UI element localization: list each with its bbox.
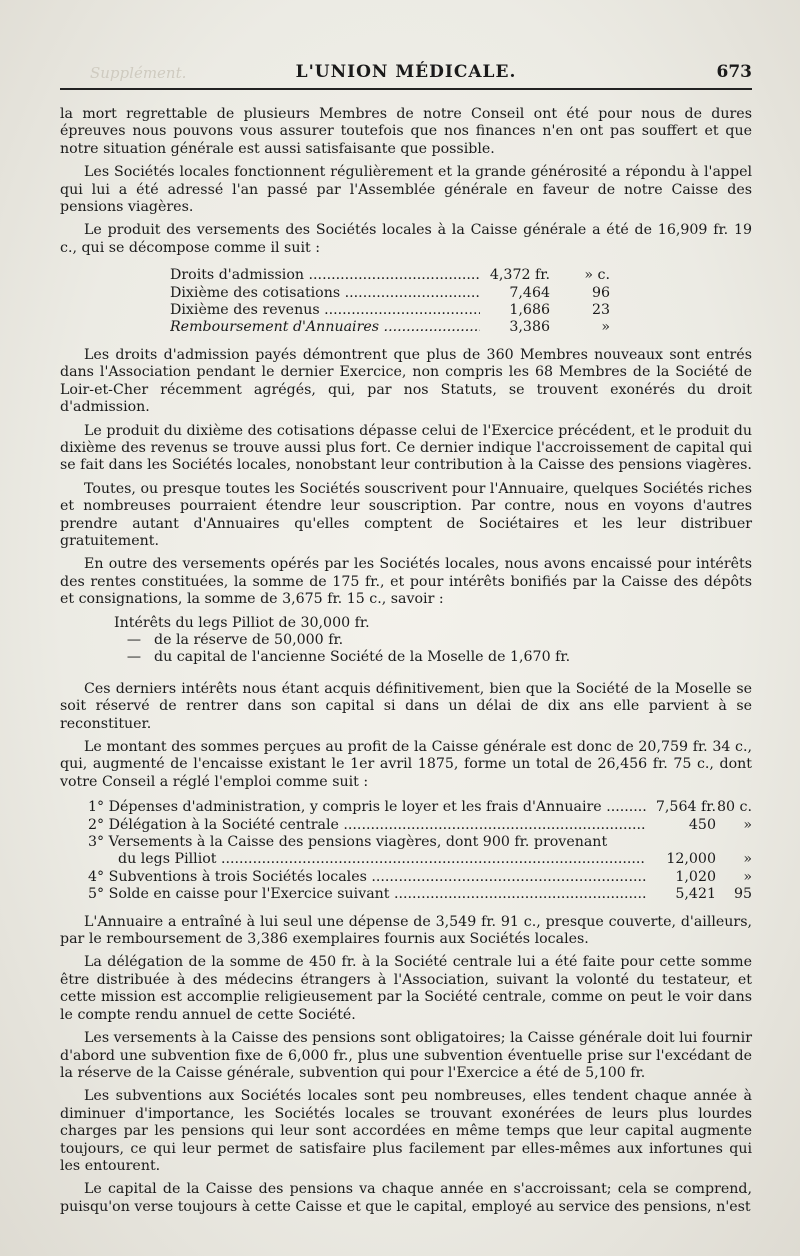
list-item (114, 632, 752, 649)
row-cents: » (743, 816, 752, 833)
row-amount: 3,386 (509, 319, 550, 336)
table-row (170, 302, 700, 319)
paragraph: Le montant des sommes perçues au profit de la Caisse générale est donc de 20,759 fr. 34 c., qui, augmenté de l'encaisse existant le 1er avril 1875, forme un total de 26,456 fr. 75 c., dont votre Conseil a réglé l'emploi comme suit : (60, 739, 752, 790)
interest-text: Intérêts du legs Pilliot de 30,000 fr. (114, 614, 370, 631)
table-row (170, 285, 700, 302)
expenses-table (88, 799, 752, 903)
row-cents: 96 (591, 284, 610, 301)
table-row (170, 319, 700, 336)
ditto-mark: — (126, 649, 142, 666)
interest-text: de la réserve de 50,000 fr. (154, 631, 344, 648)
row-cents: 80 c. (716, 799, 752, 816)
row-amount: 7,564 fr. (655, 799, 716, 816)
paragraph: La délégation de la somme de 450 fr. à la Société centrale lui a été faite pour cette somme être distribuée à des médecins étrangers à l'Association, suivant la volonté du testateur, et cette mission est accomplie religieusement par la Société centrale, comme on peut le voir dans le compte rendu annuel de cette Société. (60, 954, 752, 1023)
interests-list (114, 615, 752, 667)
paragraph: L'Annuaire a entraîné à lui seul une dépense de 3,549 fr. 91 c., presque couverte, d'ailleurs, par le remboursement de 3,386 exemplaires fournis aux Sociétés locales. (60, 913, 752, 948)
paragraph: Les versements à la Caisse des pensions sont obligatoires; la Caisse générale doit lui fournir d'abord une subvention fixe de 6,000 fr., plus une subvention éventuelle prise sur l'excédant de la réserve de la Caisse générale, subvention qui pour l'Exercice a été de 5,100 fr. (60, 1030, 752, 1081)
table-row (88, 851, 752, 868)
contributions-table (170, 267, 700, 337)
row-label: Dixième des cotisations ..... (170, 285, 480, 302)
row-label: 2° Délégation à la Société centrale ..... (88, 817, 646, 834)
interest-text: du capital de l'ancienne Société de la Moselle de 1,670 fr. (154, 649, 571, 666)
row-cents: 23 (591, 302, 610, 319)
table-row (88, 869, 752, 886)
row-cents: » (743, 851, 752, 868)
row-cents (716, 834, 752, 851)
page-number: 673 (716, 62, 752, 82)
row-cents: » (601, 319, 610, 336)
list-item (114, 615, 752, 632)
row-amount: 12,000 (666, 851, 716, 868)
paragraph: Les subventions aux Sociétés locales sont peu nombreuses, elles tendent chaque année à diminuer d'importance, les Sociétés locales se trouvant exonérées de leurs plus lourdes charges par les pensions qui leur sont accordées en même temps que leur capital augmente toujours, ce qui leur permet de satisfaire plus facilement par elles-mêmes aux infortunes qui les entourent. (60, 1088, 752, 1174)
paragraph: En outre des versements opérés par les Sociétés locales, nous avons encaissé pour intérêts des rentes constituées, la somme de 175 fr., et pour intérêts bonifiés par la Caisse des dépôts et consignations, la somme de 3,675 fr. 15 c., savoir : (60, 556, 752, 608)
table-row (170, 267, 700, 284)
row-amount: 1,020 (675, 868, 716, 885)
row-label: du legs Pilliot ..... (88, 851, 646, 868)
paragraph: Ces derniers intérêts nous étant acquis définitivement, bien que la Société de la Moselle se soit réservé de rentrer dans son capital si dans un délai de dix ans elle parvient à se reconstituer. (60, 680, 752, 732)
row-cents: 95 (733, 886, 752, 903)
row-label: 3° Versements à la Caisse des pensions viagères, dont 900 fr. provenant (88, 834, 608, 851)
paragraph: Les droits d'admission payés démontrent que plus de 360 Membres nouveaux sont entrés dans l'Association pendant le dernier Exercice, non compris les 68 Membres de la Société de Loir-et-Cher récemment agrégés, qui, par nos Statuts, se trouvent exonérés du droit d'admission. (60, 346, 752, 416)
row-label: 4° Subventions à trois Sociétés locales ..... (88, 869, 646, 886)
row-amount: 1,686 (509, 302, 550, 319)
row-amount: 5,421 (675, 886, 716, 903)
row-amount: 450 (688, 816, 716, 833)
row-label: 5° Solde en caisse pour l'Exercice suivant ..... (88, 886, 646, 903)
paragraph: Le capital de la Caisse des pensions va chaque année en s'accroissant; cela se comprend, puisqu'on verse toujours à cette Caisse et que le capital, employé au service des pensions, n'est (60, 1181, 752, 1215)
list-item (114, 649, 752, 666)
row-amount: 7,464 (509, 284, 550, 301)
paragraph: Le produit des versements des Sociétés locales à la Caisse générale a été de 16,909 fr. 19 c., qui se décompose comme il suit : (60, 222, 752, 256)
journal-title: L'UNION MÉDICALE. (295, 62, 517, 82)
table-row (88, 834, 752, 851)
row-amount (646, 834, 716, 851)
row-label: 1° Dépenses d'administration, y compris le loyer et les frais d'Annuaire ..... (88, 799, 646, 816)
paragraph: Toutes, ou presque toutes les Sociétés souscrivent pour l'Annuaire, quelques Sociétés riches et nombreuses pourraient étendre leur souscription. Par contre, nous en voyons d'autres prendre autant d'Annuaires qu'elles comptent de Sociétaires et les leur distribuer gratuitement. (60, 480, 752, 549)
running-header (60, 58, 752, 90)
supplement-label: Supplément. (90, 64, 187, 82)
paragraph: Le produit du dixième des cotisations dépasse celui de l'Exercice précédent, et le produit du dixième des revenus se trouve aussi plus fort. Ce dernier indique l'accroissement de capital qui se fait dans les Sociétés locales, nonobstant leur contribution à la Caisse des pensions viagères. (60, 422, 752, 474)
table-row (88, 886, 752, 903)
paragraph: Les Sociétés locales fonctionnent régulièrement et la grande générosité a répondu à l'appel qui lui a été adressé l'an passé par l'Assemblée générale en faveur de notre Caisse des pensions viagères. (60, 164, 752, 216)
row-amount: 4,372 fr. (489, 267, 550, 284)
row-label: Remboursement d'Annuaires ..... (170, 319, 480, 336)
row-label: Droits d'admission ..... (170, 267, 480, 284)
table-row (88, 817, 752, 834)
table-row (88, 799, 752, 816)
paragraph: la mort regrettable de plusieurs Membres de notre Conseil ont été pour nous de dures épreuves nous pouvons vous assurer toutefois que nos finances n'en ont pas souffert et que notre situation générale est aussi satisfaisante que possible. (60, 106, 752, 157)
row-label: Dixième des revenus ..... (170, 302, 480, 319)
row-cents: » (743, 868, 752, 885)
ditto-mark: — (126, 631, 142, 648)
row-cents: » c. (584, 267, 610, 284)
